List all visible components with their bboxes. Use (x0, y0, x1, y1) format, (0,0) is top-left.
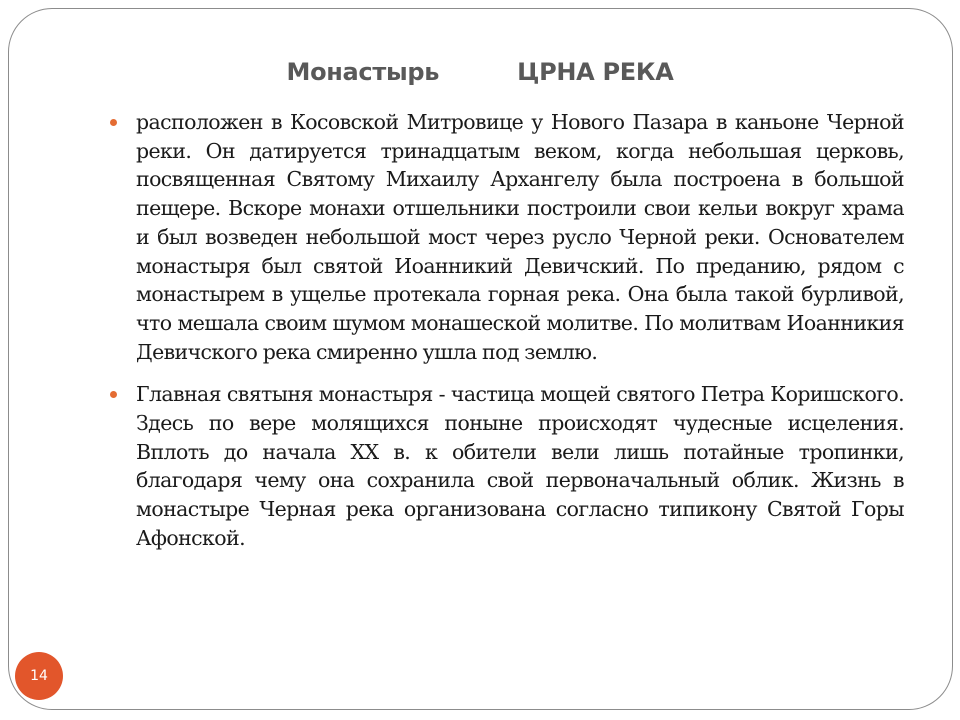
bullet-text: расположен в Косовской Митровице у Нового Пазара в каньоне Черной реки. Он датируется тринадцатым веком, когда небольшая церковь, посвященная Святому Михаилу Архангелу была построена в большой пещере. Вскоре монахи отшельники построили свои кельи вокруг храма и был возведен небольшой мост через русло Черной реки. Основателем монастыря был святой Иоанникий Девичский. По преданию, рядом с монастырем в ущелье протекала горная река. Она была такой бурливой, что мешала своим шумом монашеской молитве. По молитвам Иоанникия Девичского река смиренно ушла под землю. (136, 110, 904, 364)
bullet-dot-icon (110, 119, 117, 126)
bullet-dot-icon (110, 391, 117, 398)
title-part-2: ЦРНА РЕКА (517, 58, 674, 86)
bullet-text: Главная святыня монастыря - частица мощей святого Петра Коришского. Здесь по вере молящихся понынe происходят чудесные исцеления. Вплоть до начала XX в. к обители вели лишь потайные тропинки, благодаря чему она сохранила свой первоначальный облик. Жизнь в монастыре Черная река организована согласно типикону Святой Горы Афонской. (136, 382, 904, 550)
bullet-item-1 (108, 108, 904, 366)
bullet-item-2 (108, 380, 904, 552)
page-number-badge: 14 (15, 652, 63, 700)
title-part-1: Монастырь (286, 58, 440, 86)
bullet-list (108, 108, 904, 567)
slide-title (0, 58, 960, 86)
